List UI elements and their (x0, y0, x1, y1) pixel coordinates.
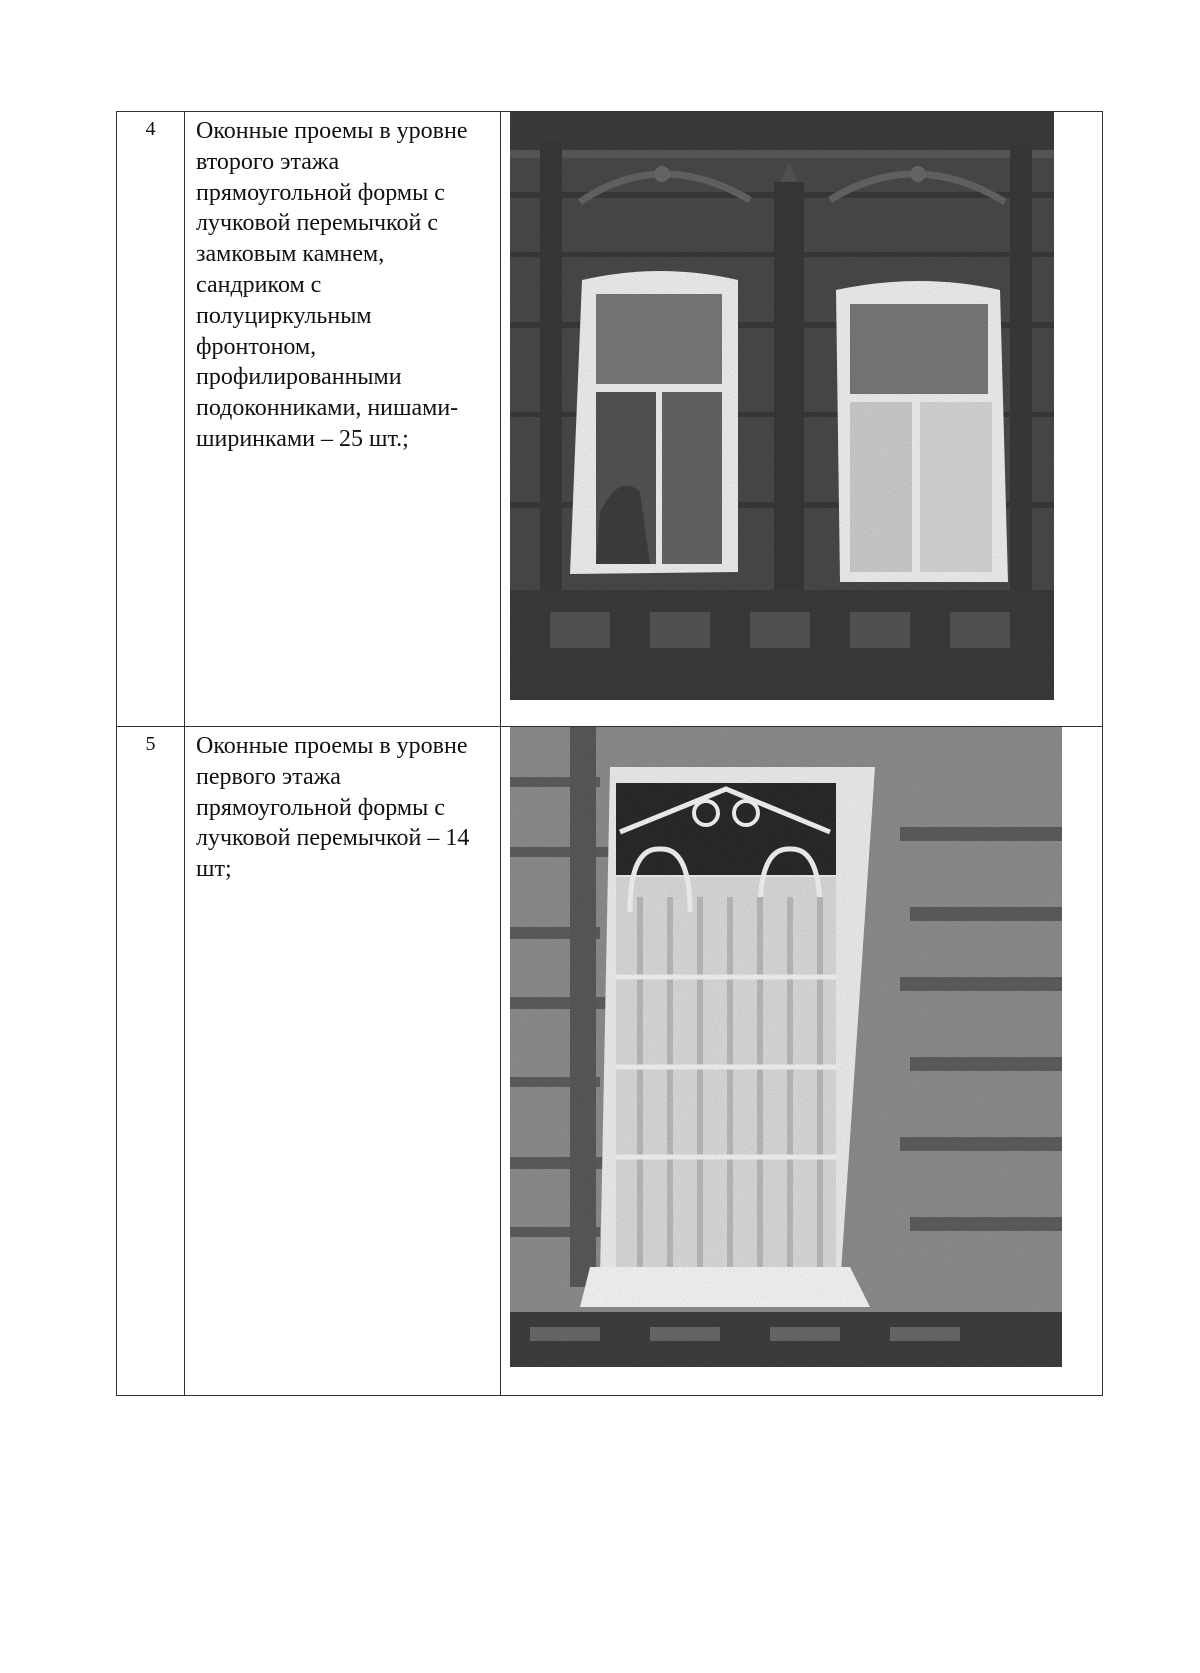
table-row (117, 727, 1103, 1396)
table-row (117, 112, 1103, 727)
row-description: Оконные проемы в уровне первого этажа прямоугольной формы с лучковой перемычкой – 14 шт; (185, 727, 501, 1396)
second-floor-windows-photo (510, 112, 1054, 700)
photo-cell (501, 727, 1103, 1396)
row-number: 5 (117, 727, 185, 1396)
photo-cell (501, 112, 1103, 727)
objects-table (116, 111, 1103, 1396)
first-floor-window-photo (510, 727, 1062, 1367)
row-description: Оконные проемы в уровне второго этажа прямоугольной формы с лучковой перемычкой с замковым камнем, сандриком с полуциркульным фронтоном, профилированными подоконниками, нишами- ширинками – 25 шт.; (185, 112, 501, 727)
row-number: 4 (117, 112, 185, 727)
